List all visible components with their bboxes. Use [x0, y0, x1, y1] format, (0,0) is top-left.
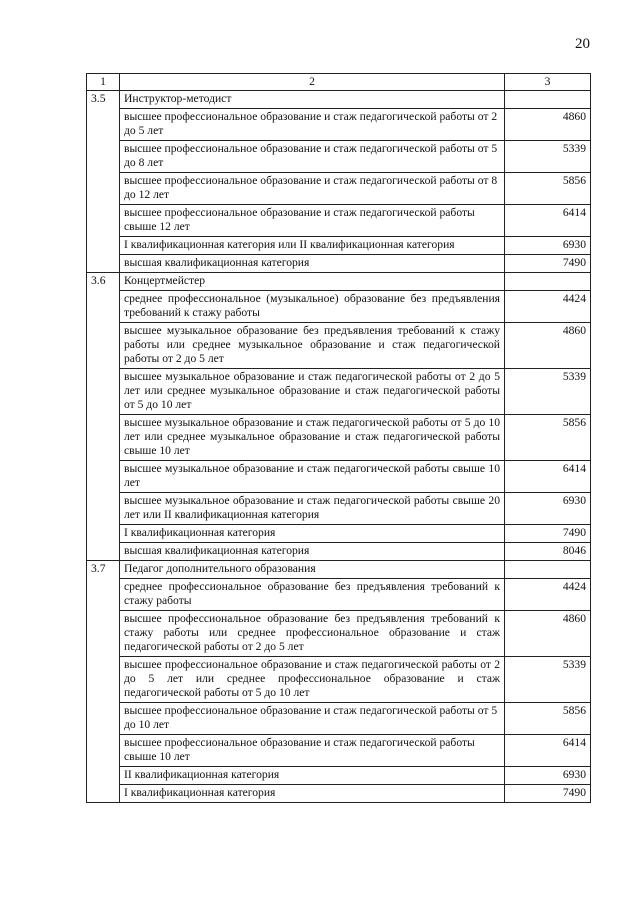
table-row — [87, 415, 591, 461]
table-row — [87, 543, 591, 561]
table-row — [87, 493, 591, 525]
column-header-row — [87, 74, 591, 91]
row-value: 6930 — [505, 767, 591, 785]
row-description: высшее профессиональное образование и стаж педагогической работы от 5 до 10 лет — [120, 703, 505, 735]
table-row — [87, 255, 591, 273]
row-value: 5856 — [505, 703, 591, 735]
page-number: 20 — [575, 36, 590, 52]
table-row — [87, 141, 591, 173]
row-description: высшая квалификационная категория — [120, 255, 505, 273]
row-description: I квалификационная категория — [120, 525, 505, 543]
row-value: 8046 — [505, 543, 591, 561]
section-number: 3.7 — [87, 561, 120, 803]
table-row — [87, 703, 591, 735]
salary-table — [86, 73, 591, 803]
row-value: 5339 — [505, 141, 591, 173]
section-title: Концертмейстер — [120, 273, 505, 291]
table-row — [87, 461, 591, 493]
section-row-3-6 — [87, 273, 591, 291]
row-description: высшее профессиональное образование и стаж педагогической работы от 5 до 8 лет — [120, 141, 505, 173]
row-description: высшее музыкальное образование и стаж педагогической работы от 2 до 5 лет или среднее музыкальное образование и стаж педагогической работы от 5 до 10 лет — [120, 369, 505, 415]
row-description: высшее музыкальное образование и стаж педагогической работы от 5 до 10 лет или среднее музыкальное образование и стаж педагогической работы свыше 10 лет — [120, 415, 505, 461]
row-description: высшее профессиональное образование без предъявления требований к стажу работы или среднее профессиональное образование и стаж педагогической работы от 2 до 5 лет — [120, 611, 505, 657]
table-row — [87, 369, 591, 415]
column-header-1: 1 — [87, 74, 120, 91]
row-description: высшее музыкальное образование и стаж педагогической работы свыше 10 лет — [120, 461, 505, 493]
row-value: 7490 — [505, 525, 591, 543]
table-row — [87, 323, 591, 369]
table-row — [87, 785, 591, 803]
section-title: Педагог дополнительного образования — [120, 561, 505, 579]
row-description: II квалификационная категория — [120, 767, 505, 785]
column-header-3: 3 — [505, 74, 591, 91]
table-row — [87, 205, 591, 237]
row-value: 6930 — [505, 237, 591, 255]
row-value: 7490 — [505, 785, 591, 803]
column-header-2: 2 — [120, 74, 505, 91]
row-value: 6414 — [505, 205, 591, 237]
row-description: высшее профессиональное образование и стаж педагогической работы свыше 10 лет — [120, 735, 505, 767]
row-value: 6414 — [505, 461, 591, 493]
row-description: высшее профессиональное образование и стаж педагогической работы от 8 до 12 лет — [120, 173, 505, 205]
row-description: I квалификационная категория — [120, 785, 505, 803]
row-value: 4424 — [505, 291, 591, 323]
section-number: 3.6 — [87, 273, 120, 561]
table-row — [87, 237, 591, 255]
row-value: 6414 — [505, 735, 591, 767]
row-description: высшая квалификационная категория — [120, 543, 505, 561]
table-row — [87, 291, 591, 323]
row-value: 4860 — [505, 611, 591, 657]
row-value: 5856 — [505, 173, 591, 205]
row-value: 7490 — [505, 255, 591, 273]
row-description: I квалификационная категория или II квалификационная категория — [120, 237, 505, 255]
row-value: 5856 — [505, 415, 591, 461]
table-row — [87, 767, 591, 785]
table-row — [87, 109, 591, 141]
table-row — [87, 735, 591, 767]
row-description: высшее профессиональное образование и стаж педагогической работы от 2 до 5 лет или среднее профессиональное образование и стаж педагогической работы от 5 до 10 лет — [120, 657, 505, 703]
row-value: 6930 — [505, 493, 591, 525]
row-value: 4424 — [505, 579, 591, 611]
row-description: среднее профессиональное (музыкальное) образование без предъявления требований к стажу работы — [120, 291, 505, 323]
row-description: высшее профессиональное образование и стаж педагогической работы свыше 12 лет — [120, 205, 505, 237]
section-title: Инструктор-методист — [120, 91, 505, 109]
row-description: высшее музыкальное образование без предъявления требований к стажу работы или среднее музыкальное образование и стаж педагогической работы от 2 до 5 лет — [120, 323, 505, 369]
row-value: 5339 — [505, 657, 591, 703]
row-description: среднее профессиональное образование без предъявления требований к стажу работы — [120, 579, 505, 611]
table-row — [87, 173, 591, 205]
table-row — [87, 525, 591, 543]
row-description: высшее музыкальное образование и стаж педагогической работы свыше 20 лет или II квалификационная категория — [120, 493, 505, 525]
table-row — [87, 611, 591, 657]
table-row — [87, 579, 591, 611]
row-description: высшее профессиональное образование и стаж педагогической работы от 2 до 5 лет — [120, 109, 505, 141]
section-row-3-5 — [87, 91, 591, 109]
row-value: 5339 — [505, 369, 591, 415]
row-value: 4860 — [505, 323, 591, 369]
section-number: 3.5 — [87, 91, 120, 273]
row-value: 4860 — [505, 109, 591, 141]
table-row — [87, 657, 591, 703]
section-row-3-7 — [87, 561, 591, 579]
